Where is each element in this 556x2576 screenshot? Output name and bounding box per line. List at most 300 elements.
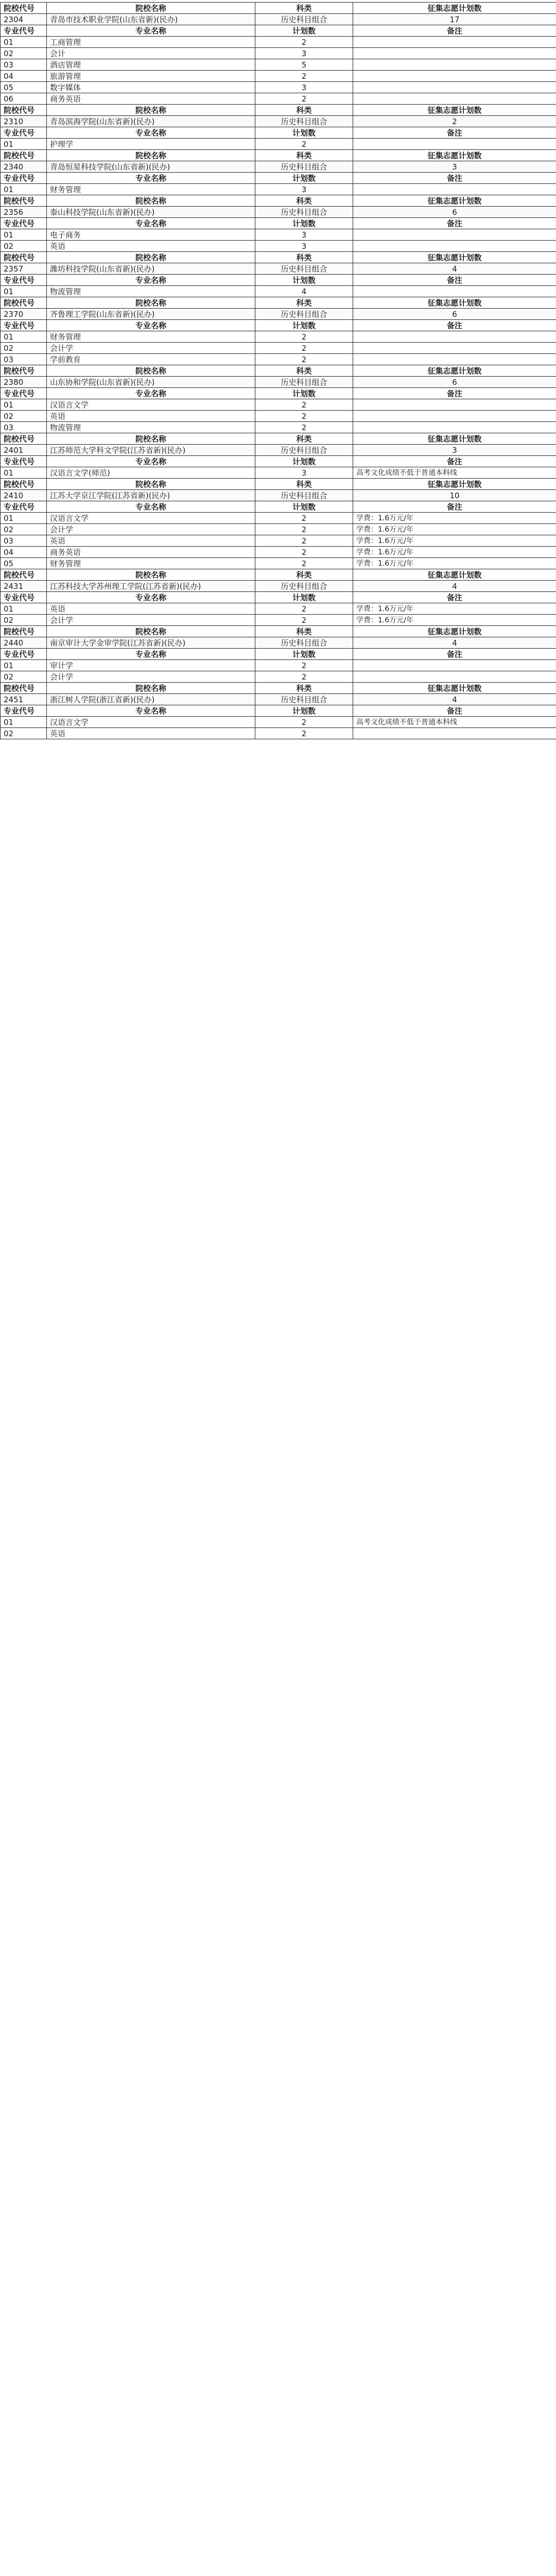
major-code-header: 专业代号 [1,649,47,660]
major-plan-count: 3 [255,184,353,195]
school-name-header: 院校名称 [47,195,255,207]
school-subject: 历史科目组合 [255,263,353,275]
major-plan-count: 2 [255,399,353,411]
major-remark [353,59,556,71]
admission-plan-table [0,2,556,739]
plan-count-header: 计划数 [255,592,353,603]
plan-count-header: 计划数 [255,456,353,467]
remark-header: 备注 [353,649,556,660]
major-name: 物流管理 [47,422,255,433]
major-row [1,241,556,252]
school-row [1,116,556,127]
plan-note-header: 征集志愿计划数 [353,433,556,445]
major-row [1,615,556,626]
major-plan-count: 2 [255,354,353,365]
school-code: 2304 [1,14,47,25]
major-remark [353,82,556,93]
plan-note-header: 征集志愿计划数 [353,3,556,14]
major-remark: 学费：1.6万元/年 [353,603,556,615]
major-row [1,184,556,195]
major-remark [353,671,556,683]
major-code: 02 [1,343,47,354]
school-subject: 历史科目组合 [255,445,353,456]
major-name: 会计 [47,48,255,59]
major-name-header: 专业名称 [47,218,255,229]
major-header-row [1,501,556,513]
major-remark [353,331,556,343]
plan-table-body [1,3,556,739]
major-plan-count: 2 [255,558,353,569]
school-header-row [1,195,556,207]
major-code: 02 [1,615,47,626]
school-code: 2370 [1,309,47,320]
major-header-row [1,127,556,139]
major-name: 学前教育 [47,354,255,365]
major-plan-count: 2 [255,93,353,105]
major-row [1,399,556,411]
school-plan-total: 4 [353,694,556,705]
school-header-row [1,365,556,377]
major-code: 03 [1,535,47,547]
major-code: 01 [1,184,47,195]
major-code: 05 [1,558,47,569]
school-subject: 历史科目组合 [255,377,353,388]
major-code-header: 专业代号 [1,456,47,467]
major-plan-count: 3 [255,48,353,59]
school-name-header: 院校名称 [47,105,255,116]
subject-header: 科类 [255,626,353,637]
school-header-row [1,479,556,490]
major-remark: 学费：1.6万元/年 [353,524,556,535]
plan-count-header: 计划数 [255,275,353,286]
plan-count-header: 计划数 [255,501,353,513]
school-name-header: 院校名称 [47,683,255,694]
school-code: 2401 [1,445,47,456]
remark-header: 备注 [353,173,556,184]
school-code: 2410 [1,490,47,501]
major-row [1,82,556,93]
school-plan-total: 4 [353,637,556,649]
school-subject: 历史科目组合 [255,207,353,218]
school-subject: 历史科目组合 [255,637,353,649]
school-name-header: 院校名称 [47,150,255,161]
major-remark [353,139,556,150]
major-name-header: 专业名称 [47,501,255,513]
major-remark [353,229,556,241]
major-name: 工商管理 [47,37,255,48]
major-code: 03 [1,422,47,433]
major-plan-count: 2 [255,343,353,354]
school-header-row [1,433,556,445]
major-remark [353,354,556,365]
school-name: 江苏大学京江学院(江苏省新)(民办) [47,490,255,501]
major-name: 汉语言文学 [47,717,255,728]
plan-count-header: 计划数 [255,218,353,229]
major-row [1,513,556,524]
major-row [1,728,556,739]
major-plan-count: 5 [255,59,353,71]
major-code: 01 [1,660,47,671]
major-code: 04 [1,547,47,558]
school-plan-total: 17 [353,14,556,25]
school-code: 2451 [1,694,47,705]
remark-header: 备注 [353,705,556,717]
school-code: 2356 [1,207,47,218]
major-name: 汉语言文学 [47,513,255,524]
school-plan-total: 10 [353,490,556,501]
major-row [1,71,556,82]
major-row [1,354,556,365]
major-plan-count: 2 [255,37,353,48]
major-name: 电子商务 [47,229,255,241]
school-name: 江苏师范大学科文学院(江苏省新)(民办) [47,445,255,456]
school-row [1,263,556,275]
major-remark: 高考文化成绩不低于普通本科线 [353,717,556,728]
major-code-header: 专业代号 [1,388,47,399]
major-row [1,603,556,615]
major-header-row [1,456,556,467]
major-remark: 学费：1.6万元/年 [353,513,556,524]
major-remark: 学费：1.6万元/年 [353,558,556,569]
plan-count-header: 计划数 [255,705,353,717]
school-row [1,309,556,320]
plan-note-header: 征集志愿计划数 [353,569,556,581]
major-row [1,411,556,422]
school-name-header: 院校名称 [47,3,255,14]
major-code: 06 [1,93,47,105]
major-plan-count: 2 [255,513,353,524]
major-name-header: 专业名称 [47,705,255,717]
major-row [1,717,556,728]
school-plan-total: 4 [353,581,556,592]
remark-header: 备注 [353,388,556,399]
major-header-row [1,25,556,37]
school-code: 2357 [1,263,47,275]
major-name: 英语 [47,241,255,252]
major-remark [353,48,556,59]
plan-count-header: 计划数 [255,388,353,399]
major-remark [353,422,556,433]
major-name: 会计学 [47,343,255,354]
major-name-header: 专业名称 [47,25,255,37]
major-name: 汉语言文学 [47,399,255,411]
school-code-header: 院校代号 [1,195,47,207]
school-row [1,14,556,25]
major-code: 04 [1,71,47,82]
school-row [1,694,556,705]
major-name: 财务管理 [47,558,255,569]
major-name-header: 专业名称 [47,388,255,399]
school-plan-total: 3 [353,161,556,173]
major-code: 03 [1,354,47,365]
major-code: 01 [1,37,47,48]
plan-note-header: 征集志愿计划数 [353,626,556,637]
major-remark [353,399,556,411]
major-code: 01 [1,513,47,524]
major-header-row [1,173,556,184]
school-plan-total: 4 [353,263,556,275]
major-plan-count: 2 [255,524,353,535]
major-code-header: 专业代号 [1,127,47,139]
major-name-header: 专业名称 [47,592,255,603]
major-name: 商务英语 [47,547,255,558]
major-name-header: 专业名称 [47,173,255,184]
subject-header: 科类 [255,195,353,207]
school-row [1,490,556,501]
school-code: 2440 [1,637,47,649]
major-name-header: 专业名称 [47,649,255,660]
school-name-header: 院校名称 [47,297,255,309]
major-plan-count: 4 [255,286,353,297]
major-plan-count: 2 [255,660,353,671]
major-code-header: 专业代号 [1,218,47,229]
subject-header: 科类 [255,479,353,490]
plan-note-header: 征集志愿计划数 [353,252,556,263]
school-row [1,161,556,173]
major-name: 汉语言文学(师范) [47,467,255,479]
major-row [1,286,556,297]
school-code-header: 院校代号 [1,683,47,694]
school-code: 2380 [1,377,47,388]
major-remark [353,343,556,354]
subject-header: 科类 [255,683,353,694]
school-name: 潍坊科技学院(山东省新)(民办) [47,263,255,275]
plan-note-header: 征集志愿计划数 [353,365,556,377]
major-remark [353,37,556,48]
major-name: 数字媒体 [47,82,255,93]
school-row [1,207,556,218]
plan-note-header: 征集志愿计划数 [353,297,556,309]
major-code: 02 [1,411,47,422]
major-code-header: 专业代号 [1,705,47,717]
school-header-row [1,297,556,309]
school-name: 青岛恒星科技学院(山东省新)(民办) [47,161,255,173]
major-plan-count: 2 [255,728,353,739]
school-code-header: 院校代号 [1,3,47,14]
major-plan-count: 2 [255,331,353,343]
major-code: 01 [1,717,47,728]
subject-header: 科类 [255,297,353,309]
major-header-row [1,320,556,331]
school-code-header: 院校代号 [1,150,47,161]
school-header-row [1,105,556,116]
school-name-header: 院校名称 [47,365,255,377]
school-code-header: 院校代号 [1,252,47,263]
major-row [1,93,556,105]
major-row [1,558,556,569]
school-subject: 历史科目组合 [255,161,353,173]
major-name: 会计学 [47,615,255,626]
school-plan-total: 2 [353,116,556,127]
major-plan-count: 2 [255,671,353,683]
school-code-header: 院校代号 [1,626,47,637]
major-code-header: 专业代号 [1,25,47,37]
school-row [1,637,556,649]
major-row [1,524,556,535]
school-header-row [1,3,556,14]
school-code-header: 院校代号 [1,365,47,377]
major-remark [353,241,556,252]
major-code-header: 专业代号 [1,275,47,286]
school-code: 2431 [1,581,47,592]
major-name: 财务管理 [47,331,255,343]
remark-header: 备注 [353,25,556,37]
major-name: 英语 [47,411,255,422]
major-name: 会计学 [47,671,255,683]
school-subject: 历史科目组合 [255,581,353,592]
major-name: 物流管理 [47,286,255,297]
school-header-row [1,626,556,637]
major-code: 02 [1,728,47,739]
major-header-row [1,705,556,717]
major-name-header: 专业名称 [47,320,255,331]
school-header-row [1,683,556,694]
subject-header: 科类 [255,3,353,14]
major-row [1,422,556,433]
school-name-header: 院校名称 [47,479,255,490]
major-code-header: 专业代号 [1,173,47,184]
subject-header: 科类 [255,105,353,116]
remark-header: 备注 [353,127,556,139]
school-row [1,581,556,592]
school-code: 2340 [1,161,47,173]
major-plan-count: 2 [255,717,353,728]
school-subject: 历史科目组合 [255,694,353,705]
school-code: 2310 [1,116,47,127]
school-subject: 历史科目组合 [255,490,353,501]
major-code: 01 [1,399,47,411]
school-plan-total: 6 [353,377,556,388]
major-header-row [1,218,556,229]
school-row [1,445,556,456]
major-code: 01 [1,603,47,615]
remark-header: 备注 [353,501,556,513]
subject-header: 科类 [255,150,353,161]
school-name-header: 院校名称 [47,433,255,445]
major-row [1,671,556,683]
school-name: 齐鲁理工学院(山东省新)(民办) [47,309,255,320]
major-plan-count: 3 [255,82,353,93]
school-plan-total: 6 [353,309,556,320]
remark-header: 备注 [353,275,556,286]
subject-header: 科类 [255,252,353,263]
school-code-header: 院校代号 [1,433,47,445]
plan-note-header: 征集志愿计划数 [353,150,556,161]
major-code-header: 专业代号 [1,501,47,513]
major-row [1,343,556,354]
major-code: 02 [1,48,47,59]
major-row [1,37,556,48]
major-row [1,48,556,59]
remark-header: 备注 [353,456,556,467]
major-code: 01 [1,286,47,297]
major-row [1,660,556,671]
major-row [1,139,556,150]
major-plan-count: 3 [255,467,353,479]
school-name-header: 院校名称 [47,569,255,581]
school-name-header: 院校名称 [47,626,255,637]
major-row [1,547,556,558]
school-code-header: 院校代号 [1,479,47,490]
school-code-header: 院校代号 [1,105,47,116]
major-plan-count: 2 [255,411,353,422]
major-plan-count: 2 [255,139,353,150]
major-row [1,467,556,479]
school-plan-total: 3 [353,445,556,456]
school-header-row [1,569,556,581]
plan-count-header: 计划数 [255,127,353,139]
school-name: 南京审计大学金审学院(江苏省新)(民办) [47,637,255,649]
major-plan-count: 2 [255,615,353,626]
school-row [1,377,556,388]
major-remark: 学费：1.6万元/年 [353,615,556,626]
major-name: 旅游管理 [47,71,255,82]
major-name: 审计学 [47,660,255,671]
major-remark [353,93,556,105]
major-plan-count: 2 [255,422,353,433]
major-plan-count: 3 [255,229,353,241]
major-name-header: 专业名称 [47,275,255,286]
school-name: 山东协和学院(山东省新)(民办) [47,377,255,388]
major-remark [353,728,556,739]
major-name: 商务英语 [47,93,255,105]
major-remark [353,286,556,297]
major-plan-count: 2 [255,547,353,558]
major-name: 酒店管理 [47,59,255,71]
major-remark [353,411,556,422]
major-header-row [1,388,556,399]
major-code: 05 [1,82,47,93]
major-plan-count: 3 [255,241,353,252]
major-code: 01 [1,139,47,150]
major-name: 护理学 [47,139,255,150]
school-name-header: 院校名称 [47,252,255,263]
major-code: 03 [1,59,47,71]
major-name: 英语 [47,535,255,547]
plan-count-header: 计划数 [255,25,353,37]
plan-note-header: 征集志愿计划数 [353,479,556,490]
major-code-header: 专业代号 [1,320,47,331]
major-name-header: 专业名称 [47,456,255,467]
major-code: 01 [1,331,47,343]
major-remark: 高考文化成绩不低于普通本科线 [353,467,556,479]
major-remark: 学费：1.6万元/年 [353,535,556,547]
major-row [1,535,556,547]
major-code: 02 [1,524,47,535]
major-plan-count: 2 [255,603,353,615]
school-subject: 历史科目组合 [255,309,353,320]
major-name: 英语 [47,603,255,615]
major-remark: 学费：1.6万元/年 [353,547,556,558]
major-header-row [1,275,556,286]
major-row [1,229,556,241]
plan-note-header: 征集志愿计划数 [353,105,556,116]
school-plan-total: 6 [353,207,556,218]
subject-header: 科类 [255,365,353,377]
school-name: 泰山科技学院(山东省新)(民办) [47,207,255,218]
major-name: 财务管理 [47,184,255,195]
school-header-row [1,252,556,263]
school-subject: 历史科目组合 [255,116,353,127]
plan-count-header: 计划数 [255,649,353,660]
major-name: 会计学 [47,524,255,535]
major-plan-count: 2 [255,71,353,82]
admission-plan-page [0,0,556,739]
major-header-row [1,649,556,660]
school-name: 青岛市技术职业学院(山东省新)(民办) [47,14,255,25]
school-subject: 历史科目组合 [255,14,353,25]
plan-note-header: 征集志愿计划数 [353,683,556,694]
